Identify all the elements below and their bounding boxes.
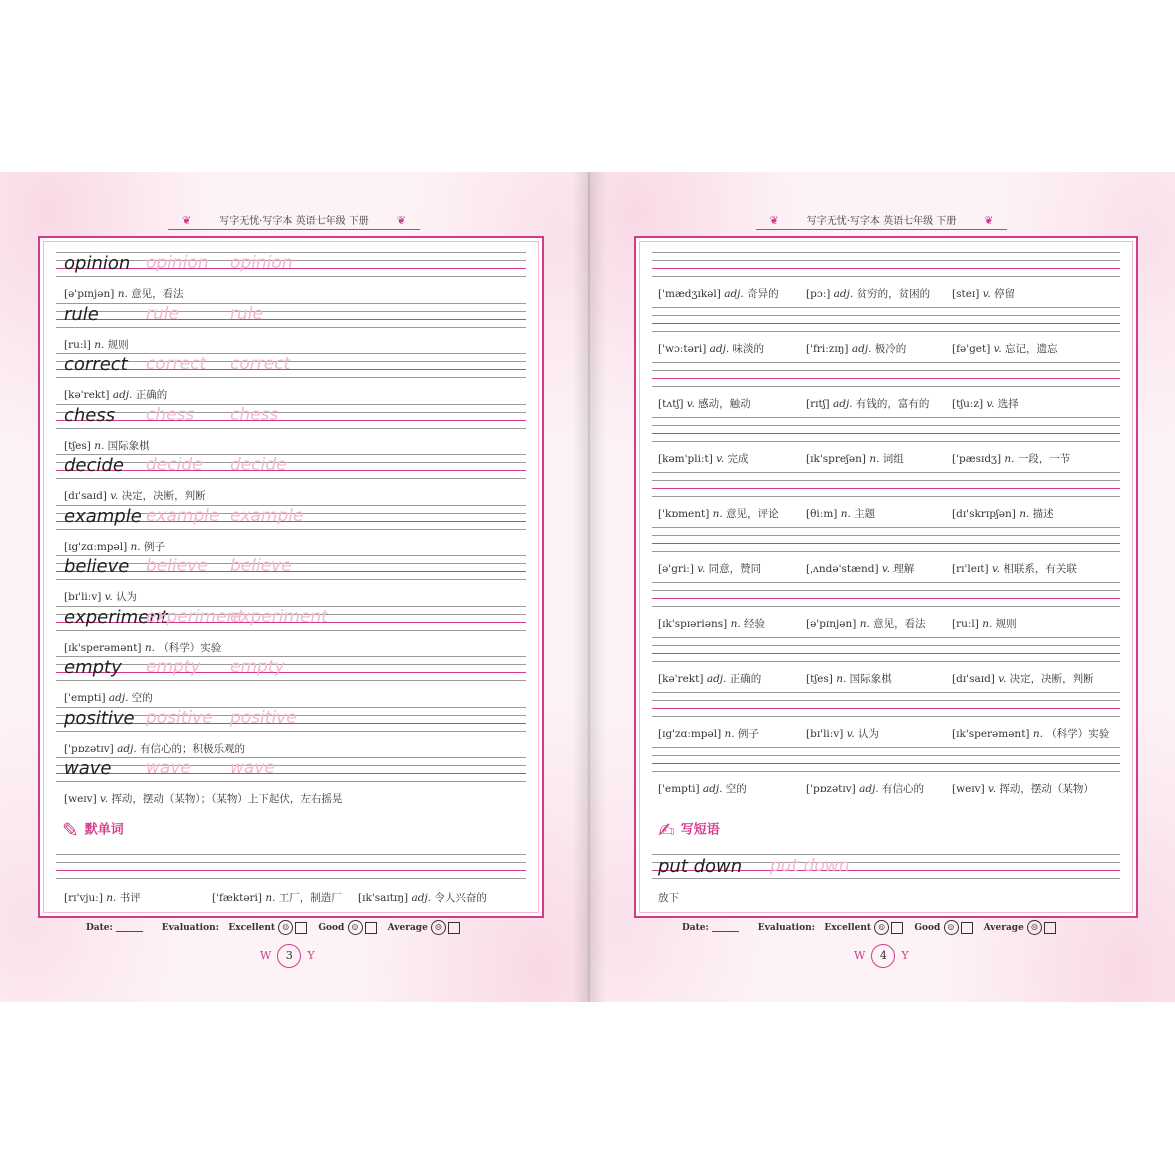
- evaluation-footer: Date: ______ Evaluation: Excellent ☺ Good ☺ Average ☹: [682, 920, 1064, 935]
- vocab-word: experiment: [64, 606, 168, 628]
- average-face-icon: ☹: [1027, 920, 1042, 935]
- trace-word: positive: [146, 707, 213, 728]
- dictation-item: [ə'griː] v. 同意，赞同: [658, 563, 762, 575]
- trace-word: believe: [230, 556, 292, 576]
- right-page: [588, 172, 1175, 1002]
- left-page: [0, 172, 588, 1002]
- dictation-item: ['pɒzətɪv] adj. 有信心的: [806, 783, 925, 795]
- phrase-definition: 放下: [658, 892, 679, 904]
- trace-word: example: [146, 505, 220, 526]
- dictation-item: ['kɒment] n. 意见，评论: [658, 508, 779, 520]
- vocab-word: opinion: [64, 253, 131, 274]
- good-smile-icon: ☺: [944, 920, 959, 935]
- dictation-item: [tʃes] n. 国际象棋: [806, 673, 892, 685]
- dictation-item: ['fæktəri] n. 工厂，制造厂: [212, 892, 342, 904]
- writing-staff[interactable]: [652, 472, 1120, 496]
- word-definition: [bɪ'liːv] v. 认为: [64, 591, 138, 603]
- word-definition: [kə'rekt] adj. 正确的: [64, 389, 168, 401]
- dictation-item: [kə'rekt] adj. 正确的: [658, 673, 762, 685]
- trace-word: example: [230, 505, 304, 526]
- dictation-item: [ɪk'spreʃən] n. 词组: [806, 453, 904, 465]
- page-number: W 4 Y: [854, 944, 909, 968]
- dictation-item: [kəm'pliːt] v. 完成: [658, 453, 749, 465]
- writing-staff[interactable]: [652, 637, 1120, 661]
- dictation-item: ['wɔːtəri] adj. 味淡的: [658, 343, 765, 355]
- writing-staff[interactable]: [652, 252, 1120, 276]
- good-checkbox[interactable]: [961, 922, 973, 934]
- excellent-smile-icon: ☺: [278, 920, 293, 935]
- writing-staff[interactable]: [56, 656, 526, 680]
- dictation-item: [ɪk'spɪəriəns] n. 经验: [658, 618, 766, 630]
- vocab-word: wave: [64, 758, 112, 779]
- dictation-item: [rɪ'leɪt] v. 相联系，有关联: [952, 563, 1077, 575]
- word-definition: [ɪg'zɑːmpəl] n. 例子: [64, 540, 165, 553]
- flower-icon: 4: [871, 944, 895, 968]
- page-number: W 3 Y: [260, 944, 315, 968]
- word-definition: [tʃes] n. 国际象棋: [64, 439, 150, 452]
- dictation-item: [bɪ'liːv] v. 认为: [806, 728, 880, 740]
- word-definition: [ruːl] n. 规则: [64, 338, 129, 351]
- dictation-item: [pɔː] adj. 贫穷的，贫困的: [806, 288, 931, 300]
- writing-staff[interactable]: [56, 404, 526, 428]
- writing-staff[interactable]: [652, 747, 1120, 771]
- vocab-word: decide: [64, 455, 124, 476]
- writing-staff[interactable]: [56, 454, 526, 478]
- trace-word: positive: [230, 707, 297, 728]
- trace-phrase: put down: [770, 856, 850, 876]
- dictation-item: [ɪg'zɑːmpəl] n. 例子: [658, 728, 759, 740]
- dictation-item: [steɪ] v. 停留: [952, 288, 1016, 300]
- trace-word: experiment: [230, 606, 328, 627]
- dictation-item: [fə'get] v. 忘记，遗忘: [952, 343, 1058, 355]
- average-face-icon: ☹: [431, 920, 446, 935]
- trace-word: chess: [146, 404, 195, 425]
- page-header: ❦ 写字无忧·写字本 英语七年级 下册 ❦: [0, 212, 588, 227]
- writing-staff[interactable]: [652, 527, 1120, 551]
- book-gutter: [572, 172, 606, 1002]
- writing-staff[interactable]: [56, 854, 526, 878]
- writing-frame: [38, 236, 544, 918]
- writing-staff[interactable]: [652, 692, 1120, 716]
- trace-word: correct: [146, 354, 207, 374]
- trace-word: experiment: [146, 606, 244, 627]
- dictation-item: ['friːzɪŋ] adj. 极冷的: [806, 343, 907, 355]
- evaluation-footer: Date: ______ Evaluation: Excellent ☺ Good ☺ Average ☹: [86, 920, 468, 935]
- page-header: ❦ 写字无忧·写字本 英语七年级 下册 ❦: [588, 212, 1175, 227]
- dictation-item: [dɪ'saɪd] v. 决定，决断，判断: [952, 673, 1094, 685]
- dictation-item: ['mædʒɪkəl] adj. 奇异的: [658, 288, 779, 300]
- vocab-word: believe: [64, 556, 130, 577]
- word-definition: ['pɒzətɪv] adj. 有信心的；积极乐观的: [64, 742, 246, 755]
- trace-word: rule: [146, 303, 179, 324]
- writing-staff[interactable]: [56, 757, 526, 781]
- good-checkbox[interactable]: [365, 922, 377, 934]
- average-checkbox[interactable]: [448, 922, 460, 934]
- vocab-word: chess: [64, 404, 116, 426]
- trace-word: empty: [230, 657, 285, 677]
- good-smile-icon: ☺: [348, 920, 363, 935]
- vocab-word: rule: [64, 303, 99, 325]
- section-title-dictation: ✎ 默单词: [62, 818, 124, 842]
- trace-word: wave: [146, 758, 191, 778]
- excellent-checkbox[interactable]: [891, 922, 903, 934]
- dictation-item: [tʌtʃ] v. 感动，触动: [658, 398, 751, 410]
- writing-frame: [634, 236, 1138, 918]
- trace-word: believe: [146, 556, 208, 576]
- writing-staff[interactable]: [652, 582, 1120, 606]
- trace-word: chess: [230, 404, 279, 425]
- dictation-item: [ɪk'saɪtɪŋ] adj. 令人兴奋的: [358, 892, 487, 904]
- dictation-item: [rɪtʃ] adj. 有钱的，富有的: [806, 398, 930, 410]
- vocab-word: positive: [64, 707, 135, 729]
- word-definition: [ɪk'sperəmənt] n. （科学）实验: [64, 641, 222, 654]
- trace-word: empty: [146, 657, 201, 677]
- dictation-item: ['pæsɪdʒ] n. 一段，一节: [952, 453, 1071, 465]
- dictation-item: [weɪv] v. 挥动，摆动（某物）: [952, 783, 1094, 795]
- word-definition: [weɪv] v. 挥动，摆动（某物）；（某物）上下起伏，左右摇晃: [64, 793, 343, 805]
- trace-word: correct: [230, 354, 291, 374]
- vocab-word: example: [64, 505, 142, 527]
- dictation-item: [tʃuːz] v. 选择: [952, 398, 1019, 410]
- trace-word: decide: [146, 455, 203, 475]
- flower-icon: 3: [277, 944, 301, 968]
- pen-paper-icon: ✍: [658, 818, 675, 842]
- dictation-item: [ɪk'sperəmənt] n. （科学）实验: [952, 728, 1110, 740]
- average-checkbox[interactable]: [1044, 922, 1056, 934]
- vocab-word: empty: [64, 657, 122, 678]
- writing-staff[interactable]: [652, 362, 1120, 386]
- word-definition: [dɪ'saɪd] v. 决定，决断，判断: [64, 490, 206, 502]
- trace-word: rule: [230, 303, 263, 324]
- writing-staff[interactable]: [56, 303, 526, 327]
- section-title-phrases: ✍ 写短语: [658, 818, 720, 842]
- dictation-item: [θiːm] n. 主题: [806, 508, 876, 520]
- book-quill-icon: ✎: [62, 818, 79, 842]
- word-definition: ['empti] adj. 空的: [64, 692, 153, 704]
- dictation-item: [ˌʌndə'stænd] v. 理解: [806, 563, 915, 575]
- dictation-item: [rɪ'vjuː] n. 书评: [64, 892, 141, 904]
- vocab-word: correct: [64, 354, 128, 375]
- dictation-item: [ruːl] n. 规则: [952, 618, 1017, 630]
- trace-word: wave: [230, 758, 275, 778]
- writing-staff[interactable]: [652, 307, 1120, 331]
- writing-staff[interactable]: [652, 417, 1120, 441]
- phrase-word: put down: [658, 856, 743, 877]
- dictation-item: ['empti] adj. 空的: [658, 783, 747, 795]
- word-definition: [ə'pɪnjən] n. 意见，看法: [64, 288, 184, 300]
- dictation-item: [ə'pɪnjən] n. 意见，看法: [806, 618, 926, 630]
- dictation-item: [dɪ'skrɪpʃən] n. 描述: [952, 508, 1054, 520]
- excellent-smile-icon: ☺: [874, 920, 889, 935]
- trace-word: decide: [230, 455, 287, 475]
- trace-word: opinion: [230, 253, 293, 273]
- trace-word: opinion: [146, 253, 209, 273]
- excellent-checkbox[interactable]: [295, 922, 307, 934]
